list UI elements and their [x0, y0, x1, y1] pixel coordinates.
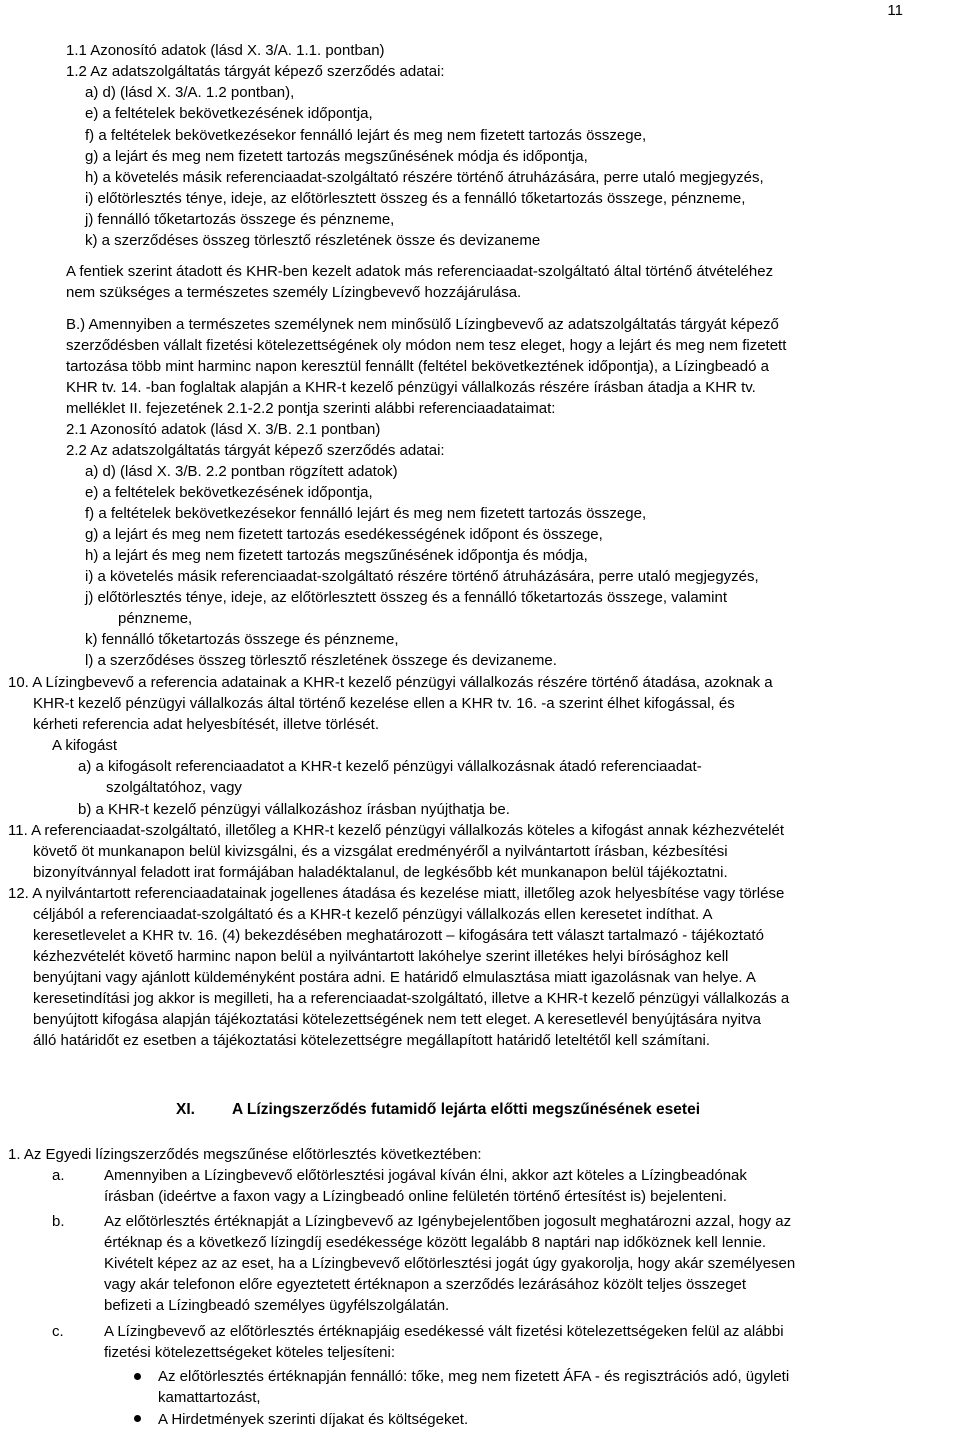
text-line: Kivételt képez az az eset, ha a Lízingbevevő előtörlesztési jogát úgy gyakorolja, hogy akár személyesen	[104, 1255, 796, 1272]
text-line: 11. A referenciaadat-szolgáltató, illetőleg a KHR-t kezelő pénzügyi vállalkozás köteles a kifogást annak kézhezvételét	[8, 822, 785, 839]
text-line: kérheti referencia adat helyesbítését, illetve törlését.	[33, 716, 380, 733]
section-number: XI.	[176, 1101, 195, 1118]
text-line: Amennyiben a Lízingbevevő előtörlesztési jogával kíván élni, akkor azt köteles a Lízingbeadónak	[104, 1167, 747, 1184]
text-line: a) a kifogásolt referenciaadatot a KHR-t kezelő pénzügyi vállalkozásnak átadó referenciaadat-	[78, 758, 702, 775]
text-line: 2.1 Azonosító adatok (lásd X. 3/B. 2.1 pontban)	[66, 421, 381, 438]
text-line: 1.2 Az adatszolgáltatás tárgyát képező szerződés adatai:	[66, 63, 445, 80]
section-title: A Lízingszerződés futamidő lejárta előtti megszűnésének esetei	[232, 1101, 700, 1118]
text-line: A Hirdetmények szerinti díjakat és költségeket.	[158, 1411, 469, 1428]
text-line: f) a feltételek bekövetkezésekor fennálló lejárt és meg nem fizetett tartozás összege,	[85, 505, 647, 522]
text-line: 1.1 Azonosító adatok (lásd X. 3/A. 1.1. pontban)	[66, 42, 385, 59]
text-line: befizeti a Lízingbeadó személyes ügyfélszolgálatán.	[104, 1297, 450, 1314]
text-line: a) d) (lásd X. 3/A. 1.2 pontban),	[85, 84, 295, 101]
text-line: l) a szerződéses összeg törlesztő részletének összege és devizaneme.	[85, 652, 557, 669]
page-number: 11	[887, 2, 903, 19]
text-line: fizetési kötelezettségeket köteles teljesíteni:	[104, 1344, 395, 1361]
text-line: i) a követelés másik referenciaadat-szolgáltató részére történő átruházására, perre utaló megjegyzés,	[85, 568, 759, 585]
text-line: értéknap és a következő lízingdíj esedékessége között legalább 8 naptári nap időköznek kell lennie.	[104, 1234, 767, 1251]
text-line: h) a lejárt és meg nem fizetett tartozás megszűnésének időpontja és módja,	[85, 547, 588, 564]
text-line: e) a feltételek bekövetkezésének időpontja,	[85, 484, 373, 501]
text-line: A kifogást	[52, 737, 118, 754]
text-line: 10. A Lízingbevevő a referencia adatainak a KHR-t kezelő pénzügyi vállalkozás részére történő átadása, azoknak a	[8, 674, 773, 691]
text-line: f) a feltételek bekövetkezésekor fennálló lejárt és meg nem fizetett tartozás összege,	[85, 127, 647, 144]
text-line: szolgáltatóhoz, vagy	[106, 779, 242, 796]
text-line: Az előtörlesztés értéknapját a Lízingbevevő az Igénybejelentőben jogosult meghatározni azzal, hogy az	[104, 1213, 792, 1230]
text-line: benyújtani vagy ajánlott küldeményként postára adni. E határidő elmulasztása miatt igazolásnak van helye. A	[33, 969, 756, 986]
text-line: benyújtott kifogása alapján tájékoztatási kötelezettségének nem tett eleget. A keresetlevél benyújtására nyitva	[33, 1011, 761, 1028]
text-line: bizonyítvánnyal feladott irat formájában haladéktalanul, de legkésőbb két munkanapon belül tájékoztatni.	[33, 864, 728, 881]
bullet-icon	[134, 1373, 141, 1380]
text-line: céljából a referenciaadat-szolgáltató és a KHR-t kezelő pénzügyi vállalkozás ellen keresetet indíthat. A	[33, 906, 713, 923]
text-line: a) d) (lásd X. 3/B. 2.2 pontban rögzített adatok)	[85, 463, 398, 480]
text-line: pénzneme,	[118, 610, 193, 627]
text-line: KHR-t kezelő pénzügyi vállalkozás által történő kezelése ellen a KHR tv. 16. -a szerint élhet kifogással, és	[33, 695, 735, 712]
text-line: B.) Amennyiben a természetes személynek nem minősülő Lízingbevevő az adatszolgáltatás tárgyát képező	[66, 316, 779, 333]
text-line: A Lízingbevevő az előtörlesztés értéknapjáig esedékessé vált fizetési kötelezettségeken felül az alábbi	[104, 1323, 784, 1340]
text-line: keresetlevelet a KHR tv. 16. (4) bekezdésében meghatározott – kifogására tett választ tartalmazó - tájékoztató	[33, 927, 764, 944]
text-line: i) előtörlesztés ténye, ideje, az előtörlesztett összeg és a fennálló tőketartozás összege, pénzneme,	[85, 190, 746, 207]
text-line: j) fennálló tőketartozás összege és pénzneme,	[85, 211, 395, 228]
text-line: melléklet II. fejezetének 2.1-2.2 pontja szerinti alábbi referenciaadataimat:	[66, 400, 556, 417]
list-marker: c.	[52, 1323, 64, 1340]
text-line: követő öt munkanapon belül kivizsgálni, és a vizsgálat eredményéről a nyilvántartott írásban, kézbesítési	[33, 843, 728, 860]
text-line: g) a lejárt és meg nem fizetett tartozás megszűnésének módja és időpontja,	[85, 148, 588, 165]
text-line: kamattartozást,	[158, 1389, 261, 1406]
text-line: vagy akár telefonon előre egyeztetett értéknapon a szerződés lezárásához közölt teljes összeget	[104, 1276, 747, 1293]
text-line: b) a KHR-t kezelő pénzügyi vállalkozáshoz írásban nyújthatja be.	[78, 801, 510, 818]
text-line: KHR tv. 14. -ban foglaltak alapján a KHR-t kezelő pénzügyi vállalkozás részére írásban átadja a KHR tv.	[66, 379, 756, 396]
text-line: álló határidőt ez esetben a tájékoztatási kötelezettségre megállapított határidő leteltétől kell számítani.	[33, 1032, 711, 1049]
text-line: 2.2 Az adatszolgáltatás tárgyát képező szerződés adatai:	[66, 442, 445, 459]
bullet-icon	[134, 1415, 141, 1422]
text-line: írásban (ideértve a faxon vagy a Lízingbeadó online felületén történő értesítést is) bejelenteni.	[104, 1188, 727, 1205]
text-line: k) fennálló tőketartozás összege és pénzneme,	[85, 631, 399, 648]
text-line: nem szükséges a természetes személy Lízingbevevő hozzájárulása.	[66, 284, 522, 301]
text-line: szerződésben vállalt fizetési kötelezettségének oly módon nem tesz eleget, hogy a lejárt és meg nem fizetett	[66, 337, 787, 354]
text-line: A fentiek szerint átadott és KHR-ben kezelt adatok más referenciaadat-szolgáltató által történő átvételéhez	[66, 263, 774, 280]
text-line: h) a követelés másik referenciaadat-szolgáltató részére történő átruházására, perre utaló megjegyzés,	[85, 169, 764, 186]
text-line: tartozása több mint harminc napon keresztül fennállt (feltétel bekövetkeztének időpontja), a Lízingbeadó a	[66, 358, 769, 375]
text-line: j) előtörlesztés ténye, ideje, az előtörlesztett összeg és a fennálló tőketartozás összege, valamint	[85, 589, 728, 606]
text-line: Az előtörlesztés értéknapján fennálló: tőke, meg nem fizetett ÁFA - és regisztrációs adó, ügyleti	[158, 1368, 790, 1385]
list-marker: b.	[52, 1213, 65, 1230]
text-line: kézhezvételét követő harminc napon belül a nyilvántartott lakóhelye szerint illetékes helyi bírósághoz kell	[33, 948, 729, 965]
list-marker: a.	[52, 1167, 65, 1184]
text-line: 1. Az Egyedi lízingszerződés megszűnése előtörlesztés következtében:	[8, 1146, 482, 1163]
text-line: 12. A nyilvántartott referenciaadatainak jogellenes átadása és kezelése miatt, illetőleg azok helyesbítése vagy törlése	[8, 885, 785, 902]
text-line: e) a feltételek bekövetkezésének időpontja,	[85, 105, 373, 122]
text-line: keresetindítási jog akkor is megilleti, ha a referenciaadat-szolgáltató, illetve a KHR-t kezelő pénzügyi vállalkozás a	[33, 990, 790, 1007]
text-line: k) a szerződéses összeg törlesztő részletének össze és devizaneme	[85, 232, 541, 249]
text-line: g) a lejárt és meg nem fizetett tartozás esedékességének időpont és összege,	[85, 526, 603, 543]
